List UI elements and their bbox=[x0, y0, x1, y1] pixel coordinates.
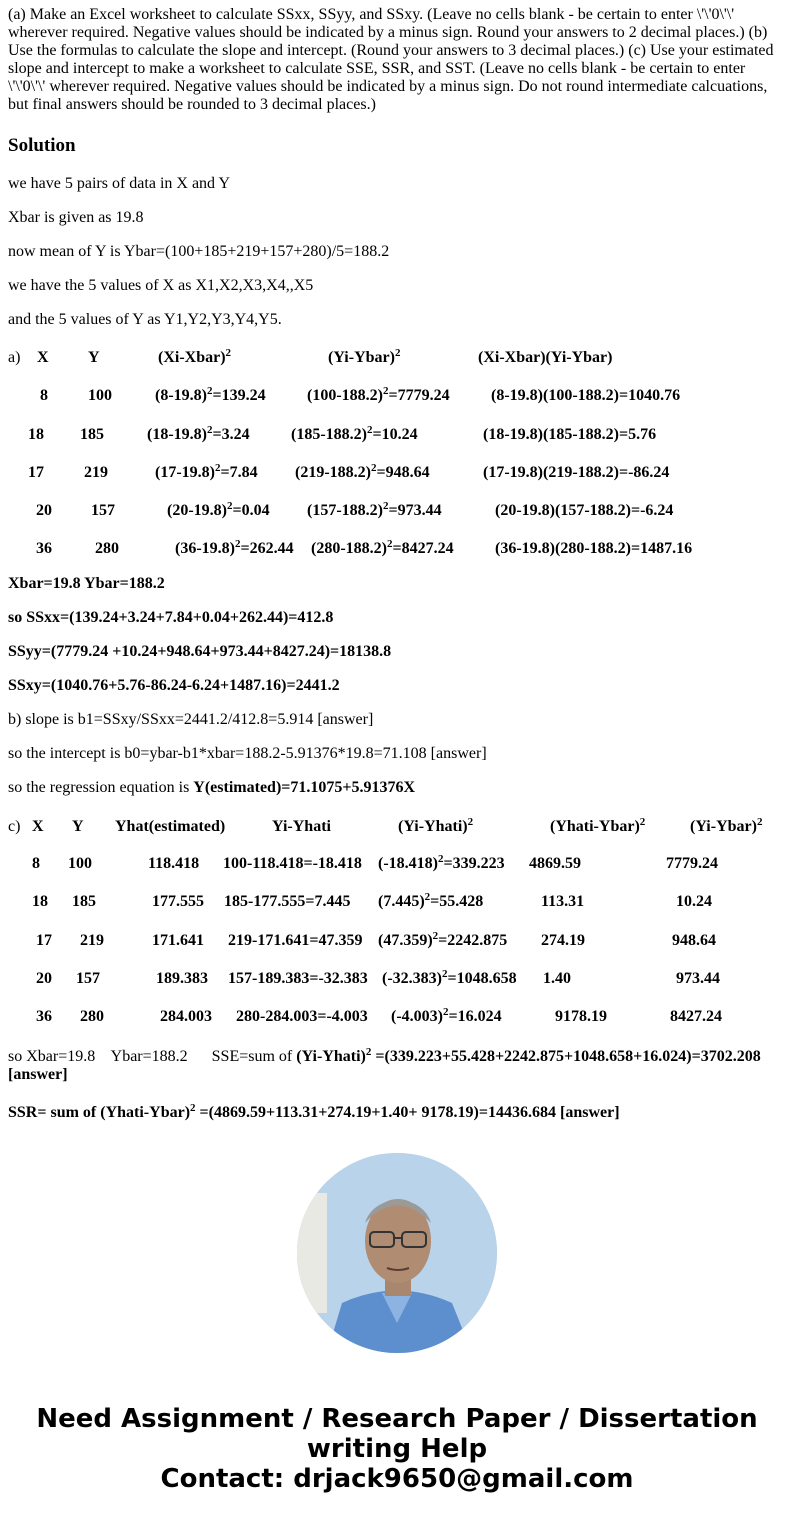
column-header bbox=[32, 818, 44, 836]
table-cell bbox=[541, 893, 584, 911]
superscript: 2 bbox=[382, 500, 389, 512]
table-cell bbox=[555, 1008, 607, 1026]
cell-text: 284.003 bbox=[160, 1008, 212, 1025]
superscript: 2 bbox=[366, 424, 373, 436]
superscript: 2 bbox=[382, 385, 389, 397]
table-cell bbox=[382, 970, 517, 988]
footer-contact: Contact: drjack9650@gmail.com bbox=[160, 1464, 634, 1494]
cell-text: (Yi-Ybar) bbox=[328, 349, 395, 366]
cell-text: =262.44 bbox=[240, 540, 294, 557]
ssxx-line: so SSxx=(139.24+3.24+7.84+0.04+262.44)=412.8 bbox=[8, 609, 334, 626]
cell-text: 118.418 bbox=[148, 855, 200, 872]
table-cell bbox=[307, 387, 450, 405]
cell-text: =7779.24 bbox=[388, 387, 450, 404]
superscript: 2 bbox=[441, 968, 448, 980]
section-label: a) bbox=[8, 349, 21, 366]
table-cell bbox=[167, 502, 270, 520]
cell-text: (47.359) bbox=[378, 932, 433, 949]
cell-text: (36-19.8)(280-188.2)=1487.16 bbox=[495, 540, 693, 557]
table-cell bbox=[483, 426, 656, 444]
cell-text: X bbox=[37, 349, 49, 366]
column-header bbox=[158, 349, 231, 367]
cell-text: (20-19.8) bbox=[167, 502, 227, 519]
person-portrait-icon bbox=[297, 1153, 497, 1353]
table-cell bbox=[295, 464, 430, 482]
ssr-rest: =(4869.59+113.31+274.19+1.40+ 9178.19)=14436.684 [answer] bbox=[195, 1104, 620, 1121]
table-cell bbox=[670, 1008, 722, 1026]
cell-text: (219-188.2) bbox=[295, 464, 371, 481]
table-row bbox=[0, 464, 794, 484]
cell-text: (Yi-Yhati) bbox=[398, 818, 468, 835]
superscript: 2 bbox=[442, 1006, 449, 1018]
cell-text: 280-284.003=-4.003 bbox=[236, 1008, 368, 1025]
cell-text: 36 bbox=[36, 1008, 52, 1025]
cell-text: 274.19 bbox=[541, 932, 585, 949]
cell-text: (17-19.8) bbox=[155, 464, 215, 481]
cell-text: 1.40 bbox=[543, 970, 571, 987]
ssyy-line: SSyy=(7779.24 +10.24+948.64+973.44+8427.24)=18138.8 bbox=[8, 643, 392, 660]
cell-text: (18-19.8)(185-188.2)=5.76 bbox=[483, 426, 657, 443]
cell-text: (8-19.8)(100-188.2)=1040.76 bbox=[491, 387, 681, 404]
table-cell bbox=[228, 970, 368, 988]
regression-prefix: so the regression equation is bbox=[8, 779, 194, 796]
footer-line: writing Help bbox=[306, 1434, 488, 1464]
table-cell bbox=[68, 855, 92, 873]
table-cell bbox=[40, 387, 48, 405]
table-cell bbox=[311, 540, 454, 558]
superscript: 2 bbox=[370, 462, 377, 474]
cell-text: =139.24 bbox=[212, 387, 266, 404]
intro-line: we have the 5 values of X as X1,X2,X3,X4,,X5 bbox=[8, 277, 314, 294]
cell-text: 185-177.555=7.445 bbox=[224, 893, 351, 910]
table-cell bbox=[529, 855, 581, 873]
table-cell bbox=[152, 893, 204, 911]
cell-text: =2242.875 bbox=[438, 932, 508, 949]
table-cell bbox=[491, 387, 680, 405]
cell-text: 219-171.641=47.359 bbox=[228, 932, 363, 949]
cell-text: =7.84 bbox=[220, 464, 258, 481]
table-cell bbox=[72, 893, 96, 911]
cell-text: =973.44 bbox=[388, 502, 442, 519]
table-row bbox=[0, 855, 794, 875]
superscript: 2 bbox=[437, 853, 444, 865]
cell-text: (280-188.2) bbox=[311, 540, 387, 557]
cell-text: 17 bbox=[28, 464, 44, 481]
cell-text: 10.24 bbox=[676, 893, 712, 910]
cell-text: 20 bbox=[36, 970, 52, 987]
table-cell bbox=[676, 893, 712, 911]
table-cell bbox=[36, 540, 52, 558]
solution-heading: Solution bbox=[8, 135, 76, 156]
superscript: 2 bbox=[225, 347, 232, 359]
table-cell bbox=[391, 1008, 502, 1026]
table-cell bbox=[147, 426, 250, 444]
table-row bbox=[0, 426, 794, 446]
superscript: 2 bbox=[756, 816, 763, 828]
column-header bbox=[690, 818, 762, 836]
cell-text: 20 bbox=[36, 502, 52, 519]
table-row bbox=[0, 502, 794, 522]
table-cell bbox=[160, 1008, 212, 1026]
table-cell bbox=[80, 1008, 104, 1026]
cell-text: =0.04 bbox=[232, 502, 270, 519]
intro-line: we have 5 pairs of data in X and Y bbox=[8, 175, 230, 192]
superscript: 2 bbox=[467, 816, 474, 828]
cell-text: 7779.24 bbox=[666, 855, 718, 872]
slope-line: b) slope is b1=SSxy/SSxx=2441.2/412.8=5.914 [answer] bbox=[8, 711, 374, 728]
cell-text: 100-118.418=-18.418 bbox=[223, 855, 362, 872]
cell-text: (157-188.2) bbox=[307, 502, 383, 519]
column-header bbox=[550, 818, 645, 836]
cell-text: 18 bbox=[32, 893, 48, 910]
cell-text: 171.641 bbox=[152, 932, 204, 949]
intro-line: and the 5 values of Y as Y1,Y2,Y3,Y4,Y5. bbox=[8, 311, 282, 328]
table-cell bbox=[307, 502, 442, 520]
sse-line bbox=[8, 1048, 786, 1084]
table-cell bbox=[36, 932, 52, 950]
cell-text: 113.31 bbox=[541, 893, 585, 910]
cell-text: (Xi-Xbar) bbox=[158, 349, 226, 366]
ssxy-line: SSxy=(1040.76+5.76-86.24-6.24+1487.16)=2441.2 bbox=[8, 677, 340, 694]
cell-text: (18-19.8) bbox=[147, 426, 207, 443]
cell-text: 185 bbox=[72, 893, 96, 910]
cell-text: 948.64 bbox=[672, 932, 716, 949]
ssr-prefix: SSR= sum of (Yhati-Ybar) bbox=[8, 1104, 191, 1121]
cell-text: X bbox=[32, 818, 44, 835]
table-row bbox=[0, 932, 794, 952]
table-cell bbox=[155, 464, 258, 482]
table-cell bbox=[676, 970, 720, 988]
cell-text: 280 bbox=[80, 1008, 104, 1025]
column-header bbox=[328, 349, 400, 367]
table-cell bbox=[228, 932, 362, 950]
superscript: 2 bbox=[234, 538, 241, 550]
sse-sup: 2 bbox=[365, 1046, 372, 1058]
table-cell bbox=[378, 893, 483, 911]
cell-text: Yi-Yhati bbox=[272, 818, 331, 835]
cell-text: 185 bbox=[80, 426, 104, 443]
cell-text: 157 bbox=[91, 502, 115, 519]
cell-text: 8 bbox=[40, 387, 48, 404]
footer-line: Need Assignment / Research Paper / Dissertation bbox=[36, 1404, 758, 1434]
table-cell bbox=[378, 855, 505, 873]
cell-text: =3.24 bbox=[212, 426, 250, 443]
cell-text: (8-19.8) bbox=[155, 387, 207, 404]
cell-text: =1048.658 bbox=[447, 970, 517, 987]
table-cell bbox=[152, 932, 204, 950]
cell-text: Y bbox=[72, 818, 84, 835]
table-cell bbox=[36, 502, 52, 520]
column-header bbox=[88, 349, 100, 367]
cell-text: (17-19.8)(219-188.2)=-86.24 bbox=[483, 464, 670, 481]
table-cell bbox=[543, 970, 571, 988]
cell-text: 280 bbox=[95, 540, 119, 557]
cell-text: 100 bbox=[88, 387, 112, 404]
regression-line bbox=[8, 779, 786, 797]
cell-text: (185-188.2) bbox=[291, 426, 367, 443]
cell-text: (100-188.2) bbox=[307, 387, 383, 404]
cell-text: =948.64 bbox=[376, 464, 430, 481]
table-cell bbox=[28, 464, 44, 482]
table-cell bbox=[224, 893, 350, 911]
table-cell bbox=[666, 855, 718, 873]
table-cell bbox=[76, 970, 100, 988]
superscript: 2 bbox=[226, 500, 233, 512]
column-header bbox=[478, 349, 612, 367]
table-row bbox=[0, 970, 794, 990]
table-cell bbox=[32, 855, 40, 873]
means-line: Xbar=19.8 Ybar=188.2 bbox=[8, 575, 165, 592]
cell-text: (Yhati-Ybar) bbox=[550, 818, 640, 835]
cell-text: 219 bbox=[84, 464, 108, 481]
cell-text: 9178.19 bbox=[555, 1008, 607, 1025]
cell-text: Yhat(estimated) bbox=[115, 818, 226, 835]
superscript: 2 bbox=[394, 347, 401, 359]
cell-text: Y bbox=[88, 349, 100, 366]
cell-text: 8427.24 bbox=[670, 1008, 722, 1025]
cell-text: 36 bbox=[36, 540, 52, 557]
superscript: 2 bbox=[206, 385, 213, 397]
cell-text: (-4.003) bbox=[391, 1008, 443, 1025]
cell-text: 219 bbox=[80, 932, 104, 949]
sse-term: (Yi-Yhati) bbox=[296, 1048, 366, 1065]
ssr-sup: 2 bbox=[190, 1102, 196, 1114]
ssr-line bbox=[8, 1104, 786, 1122]
table-row bbox=[0, 1008, 794, 1028]
table-cell bbox=[36, 1008, 52, 1026]
table-cell bbox=[84, 464, 108, 482]
cell-text: (7.445) bbox=[378, 893, 425, 910]
table-cell bbox=[36, 970, 52, 988]
table-cell bbox=[155, 387, 266, 405]
table-cell bbox=[175, 540, 294, 558]
table-cell bbox=[672, 932, 716, 950]
cell-text: 18 bbox=[28, 426, 44, 443]
superscript: 2 bbox=[432, 930, 439, 942]
table-cell bbox=[32, 893, 48, 911]
table-cell bbox=[495, 540, 692, 558]
section-label: c) bbox=[8, 818, 21, 835]
cell-text: =339.223 bbox=[443, 855, 505, 872]
footer-banner bbox=[0, 1404, 794, 1494]
column-header bbox=[115, 818, 225, 836]
table-header-row bbox=[0, 349, 794, 369]
sse-prefix: so Xbar=19.8 Ybar=188.2 SSE=sum of bbox=[8, 1048, 297, 1065]
table-cell bbox=[495, 502, 673, 520]
column-header bbox=[272, 818, 331, 836]
cell-text: (20-19.8)(157-188.2)=-6.24 bbox=[495, 502, 674, 519]
superscript: 2 bbox=[206, 424, 213, 436]
cell-text: 4869.59 bbox=[529, 855, 581, 872]
cell-text: (-32.383) bbox=[382, 970, 442, 987]
table-cell bbox=[483, 464, 669, 482]
table-row bbox=[0, 540, 794, 560]
table-header-row bbox=[0, 818, 794, 838]
cell-text: 177.555 bbox=[152, 893, 204, 910]
sse-rest: =(339.223+55.428+2242.875+1048.658+16.024)=3702.208 [answer] bbox=[8, 1048, 761, 1083]
cell-text: =8427.24 bbox=[392, 540, 454, 557]
author-photo bbox=[297, 1153, 497, 1353]
column-header bbox=[37, 349, 49, 367]
intercept-line: so the intercept is b0=ybar-b1*xbar=188.2-5.91376*19.8=71.108 [answer] bbox=[8, 745, 487, 762]
regression-equation: Y(estimated)=71.1075+5.91376X bbox=[193, 779, 416, 796]
cell-text: 8 bbox=[32, 855, 40, 872]
table-cell bbox=[95, 540, 119, 558]
superscript: 2 bbox=[214, 462, 221, 474]
table-cell bbox=[223, 855, 362, 873]
cell-text: (Yi-Ybar) bbox=[690, 818, 757, 835]
table-cell bbox=[88, 387, 112, 405]
table-cell bbox=[378, 932, 507, 950]
superscript: 2 bbox=[639, 816, 646, 828]
table-cell bbox=[541, 932, 585, 950]
column-header bbox=[72, 818, 84, 836]
table-row bbox=[0, 893, 794, 913]
cell-text: 189.383 bbox=[156, 970, 208, 987]
table-cell bbox=[80, 932, 104, 950]
cell-text: 17 bbox=[36, 932, 52, 949]
cell-text: (-18.418) bbox=[378, 855, 438, 872]
superscript: 2 bbox=[386, 538, 393, 550]
cell-text: =16.024 bbox=[448, 1008, 502, 1025]
cell-text: =10.24 bbox=[372, 426, 418, 443]
cell-text: (36-19.8) bbox=[175, 540, 235, 557]
table-cell bbox=[80, 426, 104, 444]
cell-text: (Xi-Xbar)(Yi-Ybar) bbox=[478, 349, 613, 366]
intro-line: Xbar is given as 19.8 bbox=[8, 209, 144, 226]
table-cell bbox=[91, 502, 115, 520]
table-cell bbox=[156, 970, 208, 988]
cell-text: 100 bbox=[68, 855, 92, 872]
table-cell bbox=[148, 855, 199, 873]
cell-text: 973.44 bbox=[676, 970, 720, 987]
table-cell bbox=[236, 1008, 368, 1026]
intro-line: now mean of Y is Ybar=(100+185+219+157+280)/5=188.2 bbox=[8, 243, 390, 260]
table-cell bbox=[28, 426, 44, 444]
column-header bbox=[398, 818, 473, 836]
superscript: 2 bbox=[424, 891, 431, 903]
cell-text: =55.428 bbox=[430, 893, 484, 910]
question-text: (a) Make an Excel worksheet to calculate SSxx, SSyy, and SSxy. (Leave no cells blank - be certain to enter \'\'0\'\' wherever required. Negative values should be indicated by a minus sign. Round your answers to 2 decimal places.) (b) Use the formulas to calculate the slope and intercept. (Round your answers to 3 decimal places.) (c) Use your estimated slope and intercept to make a worksheet to calculate SSE, SSR, and SST. (Leave no cells blank - be certain to enter \'\'0\'\' wherever required. Negative values should be indicated by a minus sign. Do not round intermediate calcuations, but final answers should be rounded to 3 decimal places.) bbox=[8, 6, 774, 113]
table-cell bbox=[291, 426, 418, 444]
table-row bbox=[0, 387, 794, 407]
cell-text: 157-189.383=-32.383 bbox=[228, 970, 368, 987]
cell-text: 157 bbox=[76, 970, 100, 987]
